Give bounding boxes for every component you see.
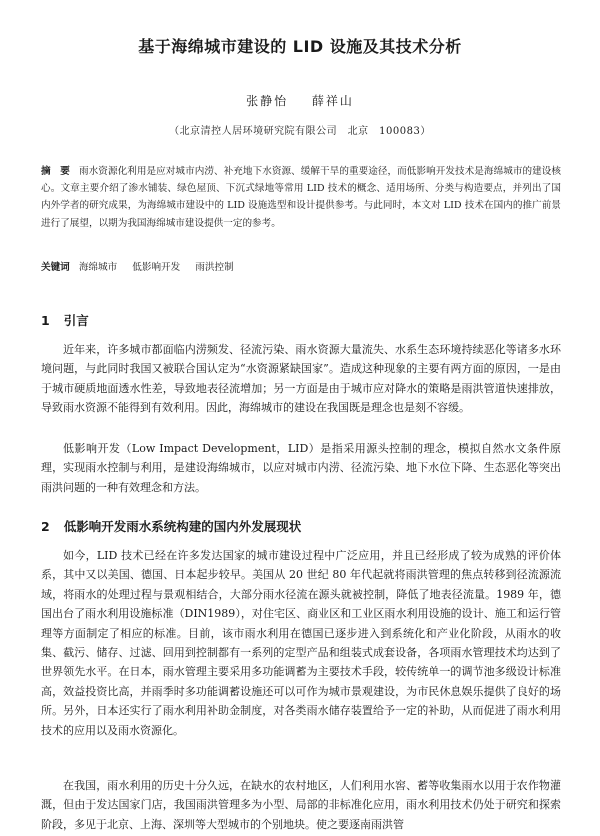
section-number: 1	[41, 313, 50, 328]
keywords	[41, 260, 561, 276]
author-name: 薛祥山	[311, 94, 354, 108]
body-paragraph: 近年来，许多城市都面临内涝频发、径流污染、雨水资源大量流失、水系生态环境持续恶化等诸多水环境问题，与此同时我国又被联合国认定为“水资源紧缺国家”。造成这种现象的主要有两方面的原因，一是由于城市硬质地面透水性差，导致地表径流增加；另一方面是由于城市应对降水的策略是雨洪管道快速排放，导致雨水资源不能得到有效利用。因此，海绵城市的建设在我国既是理念也是刻不容缓。	[41, 343, 561, 415]
section-heading	[41, 311, 89, 329]
paper-title: 基于海绵城市建设的 LID 设施及其技术分析	[138, 37, 462, 56]
keyword: 海绵城市	[78, 262, 118, 273]
keywords-label: 关键词	[41, 262, 70, 273]
author-list	[0, 92, 600, 109]
abstract-text: 雨水资源化利用是应对城市内涝、补充地下水资源、缓解干旱的重要途径，而低影响开发技术是海绵城市的建设核心。文章主要介绍了渗水铺装、绿色屋顶、下沉式绿地等常用 LID 技术的概念、适用场所、分类与构造要点，并列出了国内外学者的研究成果，为海绵城市建设中的 LID 设施选型和设计提供参考。与此同时，本文对 LID 技术在国内的推广前景进行了展望，以期为我国海绵城市建设提供一定的参考。	[41, 166, 561, 229]
author-name: 张静怡	[246, 94, 289, 108]
affiliation: （北京清控人居环境研究院有限公司 北京 100083）	[169, 126, 431, 137]
section-title: 低影响开发雨水系统构建的国内外发展现状	[63, 519, 302, 534]
keyword: 雨洪控制	[195, 262, 234, 273]
abstract	[41, 163, 561, 232]
section-heading	[41, 517, 301, 535]
keyword: 低影响开发	[132, 262, 181, 273]
abstract-label: 摘 要	[41, 166, 70, 177]
body-paragraph: 在我国，雨水利用的历史十分久远，在缺水的农村地区，人们利用水窖、蓄等收集雨水以用于农作物灌溉，但由于发达国家门店，我国雨洪管理多为小型、局部的非标准化应用，雨水利用技术仍处于研究和探索阶段，多见于北京、上海、深圳等大型城市的个别地块。使之要逐南雨洪管	[41, 779, 561, 831]
section-number: 2	[41, 519, 50, 534]
body-paragraph: 低影响开发（Low Impact Development，LID）是指采用源头控制的理念，模拟自然水文条件原理，实现雨水控制与利用，是建设海绵城市，以应对城市内涝、径流污染、地下水位下降、生态恶化等突出雨洪问题的一种有效理念和方法。	[41, 442, 561, 494]
body-paragraph: 如今，LID 技术已经在许多发达国家的城市建设过程中广泛应用，并且已经形成了较为成熟的评价体系，其中又以美国、德国、日本起步较早。美国从 20 世纪 80 年代起就将雨洪管理的焦点转移到径流源流域，将雨水的处理过程与景观相结合，大部分雨水径流在源头就被控制，降低了地表径流量。1989 年，德国出台了雨水利用设施标准（DIN1989），对住宅区、商业区和工业区雨水利用设施的设计、施工和运行管理等方面制定了相应的标准。目前，该市雨水利用在德国已逐步进入到系统化和产业化阶段，从雨水的收集、截污、储存、过滤、回用到控制都有一系列的定型产品和组装式成套设备，各项雨水管理技术均达到了世界领先水平。在日本，雨水管理主要采用多功能调蓄为主要技术手段，较传统单一的调节池多级设计标准高，效益投资比高，并雨季时多功能调蓄设施还可以可作为城市景观建设，为市民休息娱乐提供了良好的场所。另外，日本还实行了雨水利用补助金制度，对各类雨水储存装置给予一定的补助，从而促进了雨水利用技术的应用以及雨水资源化。	[41, 549, 561, 737]
section-title: 引言	[63, 313, 89, 328]
